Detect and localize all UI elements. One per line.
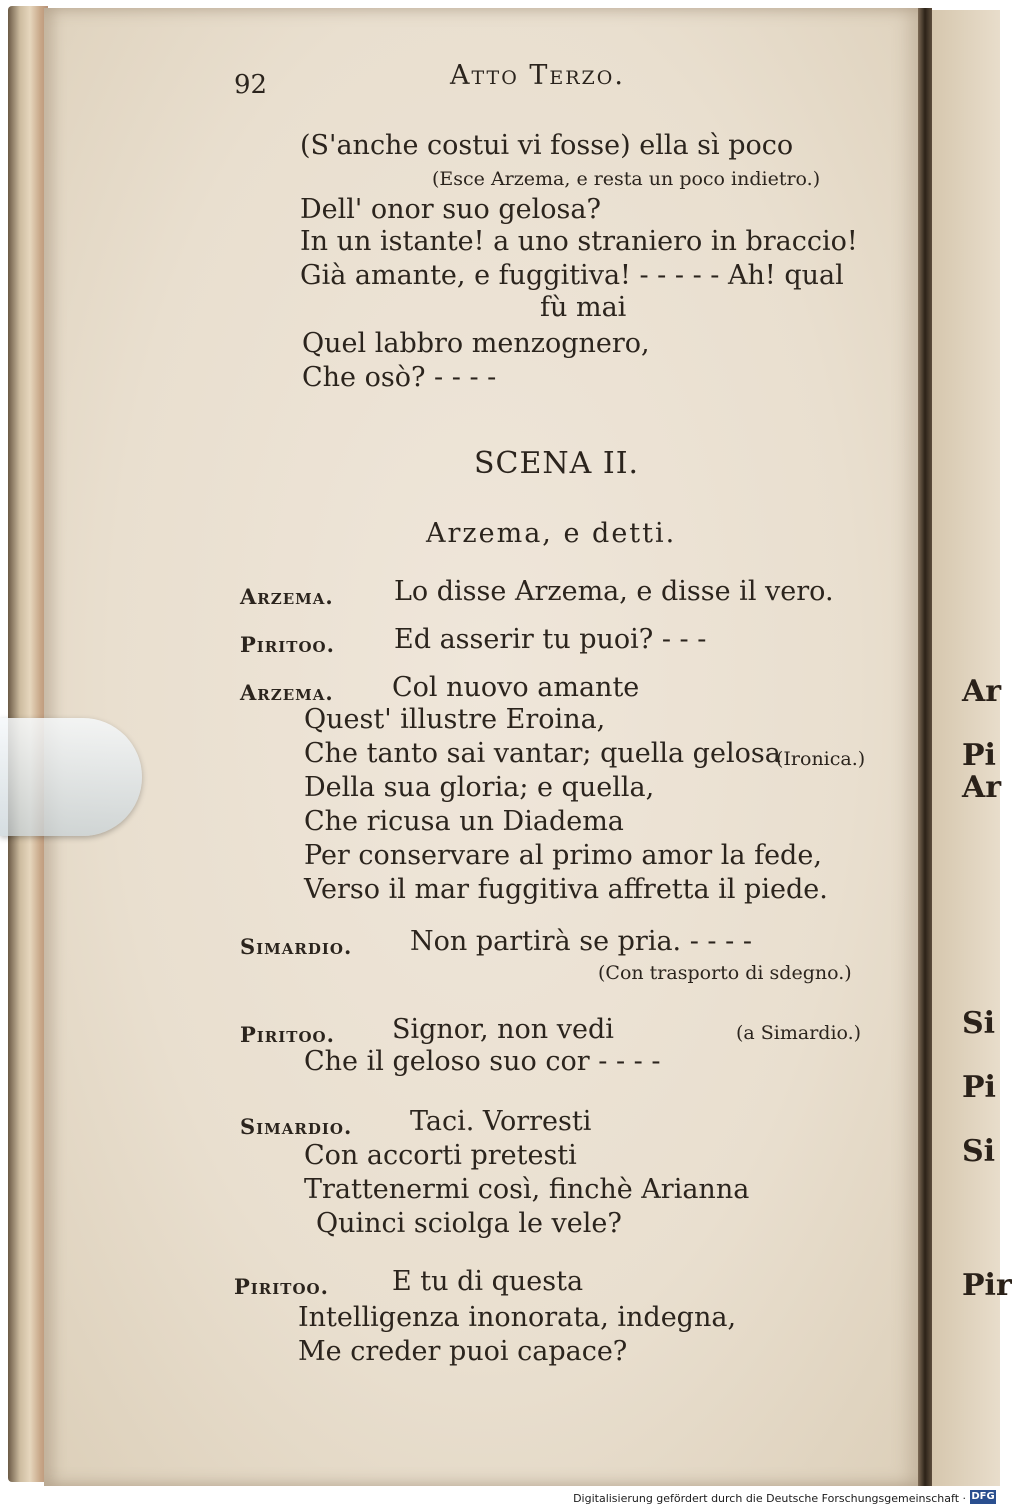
verse-line: Quel labbro menzognero, [302, 328, 650, 359]
speaker-name: Simardio. [240, 934, 353, 959]
verse-line: E tu di questa [392, 1266, 584, 1297]
speaker-name: Piritoo. [234, 1274, 329, 1299]
verse-line: In un istante! a uno straniero in braccio! [300, 226, 858, 257]
fragment-text: Pi [962, 738, 996, 773]
verse-line: Signor, non vedi [392, 1014, 614, 1045]
verse-line: Già amante, e fuggitiva! - - - - - Ah! qual [300, 260, 844, 291]
speaker-name: Arzema. [240, 680, 334, 705]
verse-line: fù mai [540, 292, 627, 323]
fragment-text: Si [962, 1134, 996, 1169]
running-head: Atto Terzo. [450, 60, 625, 91]
verse-line: Quinci sciolga le vele? [316, 1208, 622, 1239]
verse-line: Col nuovo amante [392, 672, 640, 703]
verse-line: Verso il mar fuggitiva affretta il piede. [304, 874, 828, 905]
verse-line: Taci. Vorresti [410, 1106, 592, 1137]
scene-cast: Arzema, e detti. [426, 518, 677, 549]
footer-credit: Digitalisierung gefördert durch die Deutsche Forschungsgemeinschaft · [573, 1492, 966, 1505]
stage-direction: (a Simardio.) [736, 1022, 862, 1044]
verse-line: Lo disse Arzema, e disse il vero. [394, 576, 834, 607]
speaker-name: Piritoo. [240, 1022, 335, 1047]
speaker-name: Simardio. [240, 1114, 353, 1139]
verse-line: Che ricusa un Diadema [304, 806, 624, 837]
right-page-fragment [932, 10, 1012, 1486]
fragment-text: Ar [962, 770, 1002, 805]
speaker-name: Arzema. [240, 584, 334, 609]
verse-line: Non partirà se pria. - - - - [410, 926, 752, 957]
verse-line: Che il geloso suo cor - - - - [304, 1046, 661, 1077]
verse-line: Con accorti pretesti [304, 1140, 577, 1171]
dfg-logo: DFG [971, 1491, 995, 1502]
verse-line: Me creder puoi capace? [298, 1336, 628, 1367]
fragment-text: Ar [962, 674, 1002, 709]
stage-direction: (Ironica.) [776, 748, 866, 770]
speaker-name: Piritoo. [240, 632, 335, 657]
stage-direction: (Esce Arzema, e resta un poco indietro.) [432, 168, 821, 190]
page-clip-bookmark [0, 718, 142, 836]
stage-direction: (Con trasporto di sdegno.) [598, 962, 852, 984]
scene-title: SCENA II. [474, 446, 640, 481]
verse-line: Quest' illustre Eroina, [304, 704, 606, 735]
verse-line: Per conservare al primo amor la fede, [304, 840, 822, 871]
fragment-text: Pir [962, 1268, 1012, 1303]
verse-line: Intelligenza inonorata, indegna, [298, 1302, 737, 1333]
verse-line: Che osò? - - - - [302, 362, 497, 393]
verse-line: Ed asserir tu puoi? - - - [394, 624, 707, 655]
verse-line: Trattenermi così, finchè Arianna [304, 1174, 750, 1205]
verse-line: Della sua gloria; e quella, [304, 772, 655, 803]
book-gutter [918, 8, 932, 1486]
verse-line: Dell' onor suo gelosa? [300, 194, 601, 225]
fragment-text: Si [962, 1006, 996, 1041]
digitization-footer [0, 1486, 1000, 1511]
fragment-text: Pi [962, 1070, 996, 1105]
page-number: 92 [234, 70, 268, 100]
verse-line: (S'anche costui vi fosse) ella sì poco [300, 130, 794, 161]
verse-line: Che tanto sai vantar; quella gelosa [304, 738, 781, 769]
